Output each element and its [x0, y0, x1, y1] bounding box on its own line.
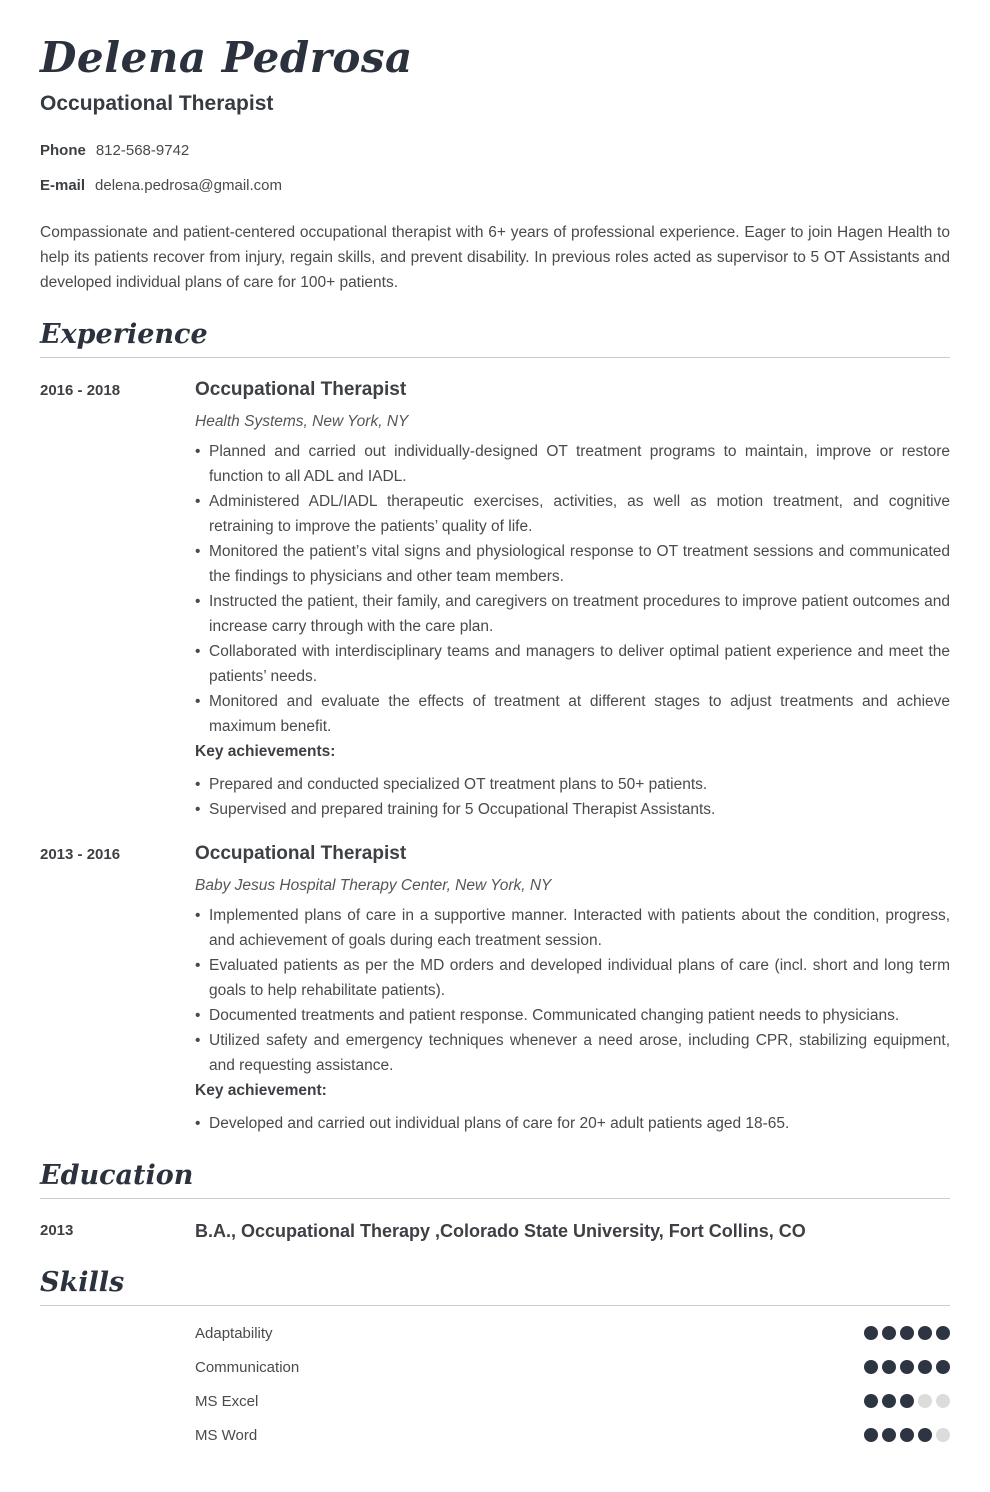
bullet-item: • Implemented plans of care in a supportive manner. Interacted with patients about the condition, progress, and achievement of goals during each treatment session.: [195, 903, 950, 953]
skill-dot-filled: [900, 1394, 914, 1408]
section-heading-experience: Experience: [40, 319, 950, 358]
email-row: [40, 177, 950, 194]
entry-achievements: [195, 772, 950, 822]
bullet-item: • Monitored the patient’s vital signs and physiological response to OT treatment sessions and communicated the findings to physicians and other team members.: [195, 539, 950, 589]
bullet-item: • Documented treatments and patient response. Communicated changing patient needs to physicians.: [195, 1003, 950, 1028]
skill-dot-filled: [864, 1360, 878, 1374]
bullet-item: • Administered ADL/IADL therapeutic exercises, activities, as well as motion treatment, and cognitive retraining to improve the patients’ quality of life.: [195, 489, 950, 539]
skill-name: MS Word: [195, 1426, 258, 1444]
skill-dot-filled: [882, 1326, 896, 1340]
education-entry: [40, 1219, 950, 1243]
email-value: delena.pedrosa@gmail.com: [95, 177, 283, 195]
phone-label: Phone: [40, 142, 86, 160]
skill-dot-filled: [918, 1428, 932, 1442]
education-section: [40, 1160, 950, 1243]
skill-dot-empty: [936, 1394, 950, 1408]
skill-dot-filled: [918, 1360, 932, 1374]
skill-dot-empty: [918, 1394, 932, 1408]
skill-dot-filled: [864, 1394, 878, 1408]
skill-row: [40, 1350, 950, 1384]
entry-body: [195, 843, 950, 1136]
skill-row: [40, 1384, 950, 1418]
skill-dot-filled: [864, 1326, 878, 1340]
resume-header: [40, 34, 950, 295]
entry-company: Health Systems, New York, NY: [195, 413, 409, 431]
skill-dot-filled: [900, 1428, 914, 1442]
entry-title: Occupational Therapist: [195, 379, 407, 401]
entry-company: Baby Jesus Hospital Therapy Center, New York, NY: [195, 877, 552, 895]
entry-bullets: [195, 439, 950, 739]
entry-body: [195, 379, 950, 822]
skill-dot-filled: [936, 1360, 950, 1374]
section-heading-education: Education: [40, 1160, 950, 1199]
skill-dot-filled: [882, 1360, 896, 1374]
bullet-item: • Monitored and evaluate the effects of treatment at different stages to adjust treatments and achieve maximum benefit.: [195, 689, 950, 739]
skill-row-main: [195, 1316, 950, 1350]
experience-entry: [40, 843, 950, 1136]
skill-name: MS Excel: [195, 1392, 259, 1410]
phone-row: [40, 142, 950, 159]
bullet-item: • Evaluated patients as per the MD orders and developed individual plans of care (incl. short and long term goals to help rehabilitate patients).: [195, 953, 950, 1003]
email-label: E-mail: [40, 177, 86, 195]
experience-entry: [40, 379, 950, 822]
skill-dots: [860, 1428, 950, 1442]
skill-dots: [860, 1326, 950, 1340]
skill-dot-filled: [882, 1394, 896, 1408]
bullet-item: • Prepared and conducted specialized OT treatment plans to 50+ patients.: [195, 772, 950, 797]
skill-row-main: [195, 1418, 950, 1452]
skill-row: [40, 1418, 950, 1452]
skill-row-main: [195, 1350, 950, 1384]
skill-dot-filled: [882, 1428, 896, 1442]
section-heading-skills: Skills: [40, 1267, 950, 1306]
bullet-item: • Supervised and prepared training for 5 Occupational Therapist Assistants.: [195, 797, 950, 822]
entry-dates: 2016 - 2018: [40, 382, 121, 400]
bullet-item: • Utilized safety and emergency techniques whenever a need arose, including CPR, stabilizing equipment, and requesting assistance.: [195, 1028, 950, 1078]
skill-dot-filled: [936, 1326, 950, 1340]
candidate-name: Delena Pedrosa: [40, 33, 413, 82]
skill-dot-empty: [936, 1428, 950, 1442]
experience-section: [40, 319, 950, 1136]
experience-entries: [40, 379, 950, 1136]
phone-value: 812-568-9742: [95, 142, 190, 160]
skill-dots: [860, 1394, 950, 1408]
summary-text: Compassionate and patient-centered occupational therapist with 6+ years of professional experience. Eager to join Hagen Health to help its patients recover from injury, regain skills, and prevent disability. In previous roles acted as supervisor to 5 OT Assistants and developed individual plans of care for 100+ patients.: [40, 224, 950, 292]
entry-dates: 2013 - 2016: [40, 846, 121, 864]
entry-bullets: [195, 903, 950, 1078]
entry-title: Occupational Therapist: [195, 843, 407, 865]
skill-row: [40, 1316, 950, 1350]
education-degree: B.A., Occupational Therapy ,Colorado State University, Fort Collins, CO: [195, 1221, 806, 1242]
education-year: 2013: [40, 1222, 74, 1240]
skills-list: [40, 1316, 950, 1452]
skills-section: [40, 1267, 950, 1452]
job-title: Occupational Therapist: [40, 92, 274, 116]
skill-dot-filled: [918, 1326, 932, 1340]
contact-block: [40, 142, 950, 194]
entry-achievements: [195, 1111, 950, 1136]
skill-dot-filled: [900, 1360, 914, 1374]
skill-dot-filled: [864, 1428, 878, 1442]
skill-row-main: [195, 1384, 950, 1418]
key-achievements-label: Key achievements:: [195, 743, 336, 761]
bullet-item: • Instructed the patient, their family, and caregivers on treatment procedures to improve patient outcomes and increase carry through with the care plan.: [195, 589, 950, 639]
key-achievements-label: Key achievement:: [195, 1082, 327, 1100]
bullet-item: • Developed and carried out individual plans of care for 20+ adult patients aged 18-65.: [195, 1111, 950, 1136]
skill-name: Communication: [195, 1358, 300, 1376]
skill-name: Adaptability: [195, 1324, 273, 1342]
skill-dot-filled: [900, 1326, 914, 1340]
bullet-item: • Planned and carried out individually-designed OT treatment programs to maintain, improve or restore function to all ADL and IADL.: [195, 439, 950, 489]
bullet-item: • Collaborated with interdisciplinary teams and managers to deliver optimal patient experience and meet the patients’ needs.: [195, 639, 950, 689]
skill-dots: [860, 1360, 950, 1374]
education-entries: [40, 1219, 950, 1243]
